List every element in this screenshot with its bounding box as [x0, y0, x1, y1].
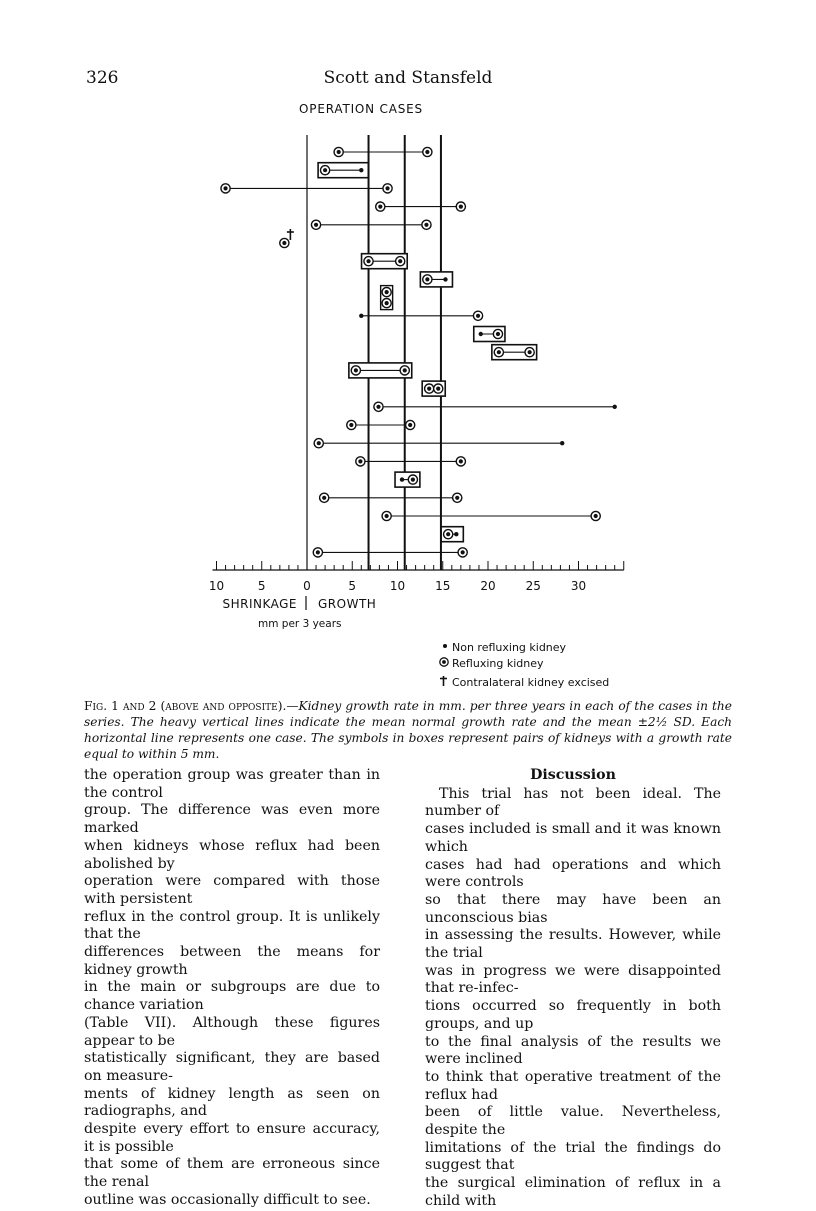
non-refluxing-kidney-marker: [400, 477, 404, 481]
non-refluxing-kidney-marker: [454, 532, 458, 536]
refluxing-dot: [461, 550, 465, 554]
refluxing-dot: [476, 314, 480, 318]
discussion-line: cases included is small and it was known which: [425, 821, 721, 855]
legend-refluxing-symbol: [440, 658, 448, 666]
refluxing-dot: [282, 241, 286, 245]
refluxing-dot: [528, 350, 532, 354]
refluxing-kidney-marker: [591, 511, 600, 520]
refluxing-kidney-marker: [334, 147, 343, 156]
x-axis-ticks: [217, 561, 624, 570]
case-row: [359, 311, 483, 320]
discussion-line: tions occurred so frequently in both groups, and up: [425, 998, 721, 1032]
non-refluxing-kidney-marker: [613, 405, 617, 409]
non-refluxing-kidney-marker: [443, 277, 447, 281]
refluxing-kidney-marker: [493, 329, 502, 338]
non-refluxing-kidney-marker: [359, 314, 363, 318]
refluxing-kidney-marker: [494, 348, 503, 357]
refluxing-kidney-marker: [347, 420, 356, 429]
refluxing-kidney-marker: [444, 530, 453, 539]
tick-label: 5: [257, 579, 266, 593]
chart-title: OPERATION CASES: [299, 102, 423, 116]
discussion-line: in assessing the results. However, while the trial: [425, 927, 721, 962]
left-column-line: the operation group was greater than in the control: [84, 767, 380, 801]
refluxing-dot: [349, 423, 353, 427]
refluxing-dot: [436, 387, 440, 391]
case-row: [381, 286, 393, 310]
refluxing-kidney-marker: [320, 493, 329, 502]
excised-cross-marker: [287, 229, 294, 240]
refluxing-kidney-marker: [423, 147, 432, 156]
discussion-text: [425, 786, 721, 1211]
reference-lines: [369, 135, 441, 570]
refluxing-kidney-marker: [456, 457, 465, 466]
refluxing-kidney-marker: [473, 311, 482, 320]
refluxing-kidney-marker: [314, 439, 323, 448]
refluxing-dot: [408, 423, 412, 427]
refluxing-dot: [385, 514, 389, 518]
left-column-line: group. The difference was even more marked: [84, 802, 380, 837]
refluxing-kidney-marker: [453, 493, 462, 502]
refluxing-dot: [223, 186, 227, 190]
refluxing-dot: [322, 496, 326, 500]
discussion-line: limitations of the trial the findings do suggest that: [425, 1139, 721, 1174]
discussion-line: This trial has not been ideal. The number of: [425, 785, 721, 820]
case-row: [356, 457, 466, 466]
running-title: Scott and Stansfeld: [323, 68, 493, 88]
case-row: [349, 363, 412, 378]
case-row: [420, 272, 452, 287]
refluxing-dot: [385, 301, 389, 305]
refluxing-kidney-marker: [422, 220, 431, 229]
left-column-line: reflux in the control group. It is unlikely that the: [84, 908, 380, 943]
unit-label: mm per 3 years: [258, 618, 342, 630]
refluxing-kidney-marker: [311, 220, 320, 229]
refluxing-kidney-marker: [382, 511, 391, 520]
refluxing-kidney-marker: [383, 184, 392, 193]
refluxing-kidney-marker: [356, 457, 365, 466]
case-row: [376, 202, 466, 211]
tick-label: 20: [480, 579, 496, 593]
tick-label: 25: [525, 579, 541, 593]
refluxing-kidney-marker: [425, 384, 434, 393]
refluxing-kidney-marker: [423, 275, 432, 284]
refluxing-kidney-marker: [313, 548, 322, 557]
figure-caption: [84, 698, 732, 762]
shrinkage-label: SHRINKAGE: [222, 597, 297, 611]
left-column-line: outline was occasionally difficult to see.: [84, 1191, 371, 1208]
discussion-line: the surgical elimination of reflux in a child with: [425, 1175, 721, 1209]
refluxing-kidney-marker: [364, 257, 373, 266]
legend-non-refluxing-symbol: [443, 644, 447, 648]
refluxing-dot: [497, 350, 501, 354]
refluxing-dot: [446, 532, 450, 536]
x-axis-tick-labels: [209, 579, 586, 593]
refluxing-dot: [594, 514, 598, 518]
refluxing-dot: [425, 150, 429, 154]
refluxing-dot: [366, 259, 370, 263]
caption-line-2: The heavy vertical lines indicate the mean normal growth rate and the mean ±2½ SD. Each horizontal line represents: [84, 715, 733, 745]
refluxing-dot: [316, 550, 320, 554]
non-refluxing-kidney-marker: [479, 332, 483, 336]
left-column-line: (Table VII). Although these figures appear to be: [84, 1014, 380, 1049]
refluxing-dot: [398, 259, 402, 263]
refluxing-dot: [427, 387, 431, 391]
refluxing-dot: [314, 223, 318, 227]
left-column-line: when kidneys whose reflux had been abolished by: [84, 837, 380, 872]
refluxing-kidney-marker: [458, 548, 467, 557]
caption-line-1: —Kidney growth rate in mm. per three years in each of the cases in the series.: [84, 699, 732, 729]
refluxing-dot: [317, 441, 321, 445]
refluxing-dot: [354, 368, 358, 372]
refluxing-kidney-marker: [221, 184, 230, 193]
refluxing-kidney-marker: [351, 366, 360, 375]
page-number: 326: [86, 68, 119, 88]
left-column-line: statistically significant, they are based on measure-: [84, 1050, 380, 1084]
discussion-heading: Discussion: [530, 767, 616, 783]
legend-excised-symbol: [440, 676, 447, 686]
refluxing-dot: [424, 223, 428, 227]
legend-refluxing-label: Refluxing kidney: [452, 657, 544, 670]
case-row: [334, 147, 432, 156]
case-row: [422, 381, 445, 396]
refluxing-dot: [459, 459, 463, 463]
refluxing-dot: [385, 186, 389, 190]
refluxing-dot: [358, 459, 362, 463]
tick-label: 10: [389, 579, 406, 593]
refluxing-kidney-marker: [456, 202, 465, 211]
non-refluxing-kidney-marker: [560, 441, 564, 445]
discussion-line: so that there may have been an unconscious bias: [425, 891, 721, 926]
refluxing-dot: [455, 496, 459, 500]
left-column-line: differences between the means for kidney growth: [84, 944, 380, 978]
left-column-line: in the main or subgroups are due to chance variation: [84, 979, 380, 1014]
left-column-line: despite every effort to ensure accuracy, it is possible: [84, 1121, 380, 1155]
case-row: [374, 402, 617, 411]
refluxing-dot: [425, 277, 429, 281]
case-row: [318, 163, 368, 178]
case-row: [492, 345, 537, 360]
refluxing-dot: [403, 368, 407, 372]
refluxing-kidney-marker: [400, 366, 409, 375]
left-column-text: [84, 767, 380, 1210]
non-refluxing-kidney-marker: [359, 168, 363, 172]
case-row: [314, 439, 564, 448]
refluxing-kidney-marker: [434, 384, 443, 393]
case-row: [441, 527, 463, 542]
case-row: [474, 327, 505, 342]
tick-label: 5: [348, 579, 357, 593]
refluxing-kidney-marker: [376, 202, 385, 211]
discussion-line: was in progress we were disappointed that re-infec-: [425, 962, 721, 997]
refluxing-kidney-marker: [406, 420, 415, 429]
left-column-line: that some of them are erroneous since the renal: [84, 1156, 380, 1191]
tick-label: 0: [303, 579, 311, 593]
discussion-line: to the final analysis of the results we were inclined: [425, 1033, 721, 1068]
case-row: [280, 229, 294, 248]
refluxing-kidney-marker: [408, 475, 417, 484]
refluxing-kidney-marker: [396, 257, 405, 266]
tick-label: 30: [570, 579, 587, 593]
refluxing-kidney-marker: [525, 348, 534, 357]
tick-label: 15: [435, 579, 451, 593]
discussion-line: been of little value. Nevertheless, despite the: [425, 1104, 721, 1139]
refluxing-dot: [323, 168, 327, 172]
caption-lead: Fig. 1 and 2 (above and opposite).: [84, 699, 287, 713]
case-row: [395, 472, 420, 487]
discussion-line: cases had had operations and which were controls: [425, 856, 721, 891]
refluxing-kidney-marker: [321, 166, 330, 175]
legend-non-refluxing-label: Non refluxing kidney: [452, 641, 567, 654]
left-column-line: ments of kidney length as seen on radiographs, and: [84, 1085, 380, 1120]
tick-label: 10: [208, 579, 225, 593]
case-row: [311, 220, 431, 229]
refluxing-dot: [378, 205, 382, 209]
cases-group: [221, 147, 617, 557]
refluxing-kidney-marker: [280, 238, 289, 247]
refluxing-kidney-marker: [382, 299, 391, 308]
refluxing-dot: [337, 150, 341, 154]
legend-excised-label: Contralateral kidney excised: [452, 676, 610, 689]
refluxing-kidney-marker: [374, 402, 383, 411]
discussion-line: to think that operative treatment of the reflux had: [425, 1068, 721, 1103]
refluxing-dot: [411, 478, 415, 482]
growth-label: GROWTH: [318, 597, 377, 611]
refluxing-dot: [459, 205, 463, 209]
case-row: [362, 254, 408, 269]
case-row: [313, 548, 467, 557]
case-row: [382, 511, 600, 520]
refluxing-dot: [376, 405, 380, 409]
right-column: [425, 767, 721, 1211]
caption-line-3: one case. The symbols in boxes represent pairs of kidneys with a growth rate equal to within 5 mm.: [84, 731, 733, 761]
refluxing-dot: [385, 290, 389, 294]
refluxing-dot: [496, 332, 500, 336]
left-column-line: operation were compared with those with persistent: [84, 873, 380, 907]
refluxing-kidney-marker: [382, 288, 391, 297]
